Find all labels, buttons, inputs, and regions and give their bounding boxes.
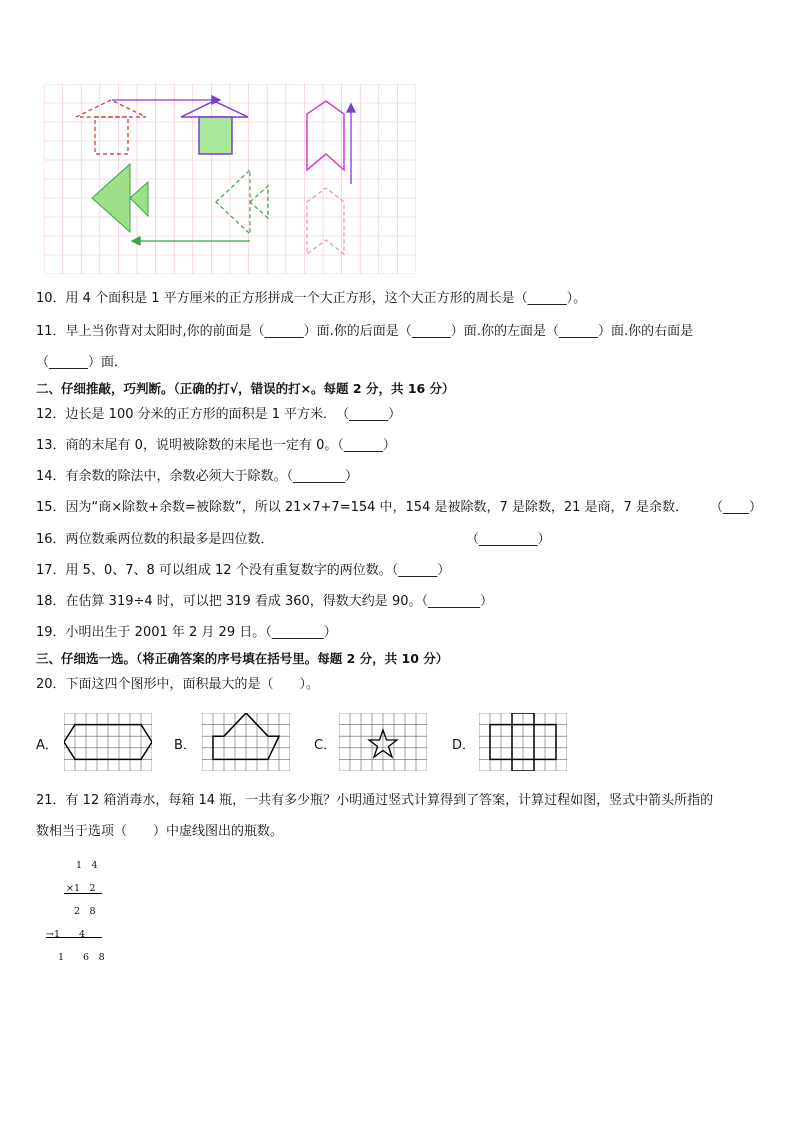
question-17: 17．用 5、0、7、8 可以组成 12 个没有重复数字的两位数。（______）	[36, 563, 451, 578]
section-2-heading: 二、仔细推敲，巧判断。（正确的打√，错误的打×。每题 2 分，共 16 分）	[36, 381, 455, 396]
calc-line-1	[64, 893, 102, 894]
question-13: 13．商的末尾有 0，说明被除数的末尾也一定有 0。（______）	[36, 438, 396, 453]
question-16-blank: （_________）	[466, 532, 551, 547]
calc-row-1: 1 4	[76, 860, 98, 871]
dashed-green-triangles	[216, 170, 268, 234]
calc-row-4: →1 4	[46, 929, 86, 940]
question-15: 15．因为“商×除数+余数=被除数”，所以 21×7+7=154 中，154 是被除数，7 是除数，21 是商，7 是余数．	[36, 500, 688, 515]
question-15-blank: （____）	[710, 500, 763, 515]
dashed-red-house	[76, 100, 146, 154]
option-a-grid	[64, 713, 152, 771]
solid-house	[181, 101, 248, 154]
translation-grid-figure	[44, 84, 416, 274]
option-b-label: B．	[174, 738, 196, 753]
question-14: 14．有余数的除法中，余数必须大于除数。（________）	[36, 469, 359, 484]
option-d-grid	[479, 713, 567, 771]
green-left-arrow	[132, 237, 250, 245]
question-12: 12．边长是 100 分米的正方形的面积是 1 平方米． （______）	[36, 407, 402, 422]
purple-up-arrow	[347, 104, 355, 184]
question-21-line1: 21．有 12 箱消毒水，每箱 14 瓶，一共有多少瓶？小明通过竖式计算得到了答案，计算过程如图，竖式中箭头所指的	[36, 793, 714, 808]
question-11-line2: （______）面．	[36, 355, 128, 370]
question-19: 19．小明出生于 2001 年 2 月 29 日。（________）	[36, 625, 337, 640]
option-d-label: D．	[452, 738, 476, 753]
section-3-heading: 三、仔细选一选。（将正确答案的序号填在括号里。每题 2 分，共 10 分）	[36, 651, 449, 666]
question-21-line2: 数相当于选项（ ）中虚线图出的瓶数。	[36, 824, 284, 839]
option-b-grid	[202, 713, 290, 771]
calc-line-2	[46, 937, 102, 938]
option-a-label: A．	[36, 738, 58, 753]
calc-row-3: 2 8	[74, 906, 96, 917]
question-20: 20．下面这四个图形中，面积最大的是（ ）。	[36, 677, 320, 692]
option-c-grid	[339, 713, 427, 771]
solid-green-triangles	[92, 164, 148, 232]
option-c-label: C．	[314, 738, 337, 753]
question-10: 10．用 4 个面积是 1 平方厘米的正方形拼成一个大正方形，这个大正方形的周长是（______）。	[36, 291, 587, 306]
calc-row-5: 1 6 8	[58, 952, 105, 963]
question-11-line1: 11．早上当你背对太阳时,你的前面是（______）面.你的后面是（______）面.你的左面是（______）面.你的右面是	[36, 324, 694, 339]
grid-lines	[44, 84, 416, 274]
question-16: 16．两位数乘两位数的积最多是四位数．	[36, 532, 274, 547]
calc-row-2: ×1 2	[66, 883, 96, 894]
magenta-pennant	[307, 101, 344, 170]
question-18: 18．在估算 319÷4 时，可以把 319 看成 360，得数大约是 90。（________）	[36, 594, 493, 609]
